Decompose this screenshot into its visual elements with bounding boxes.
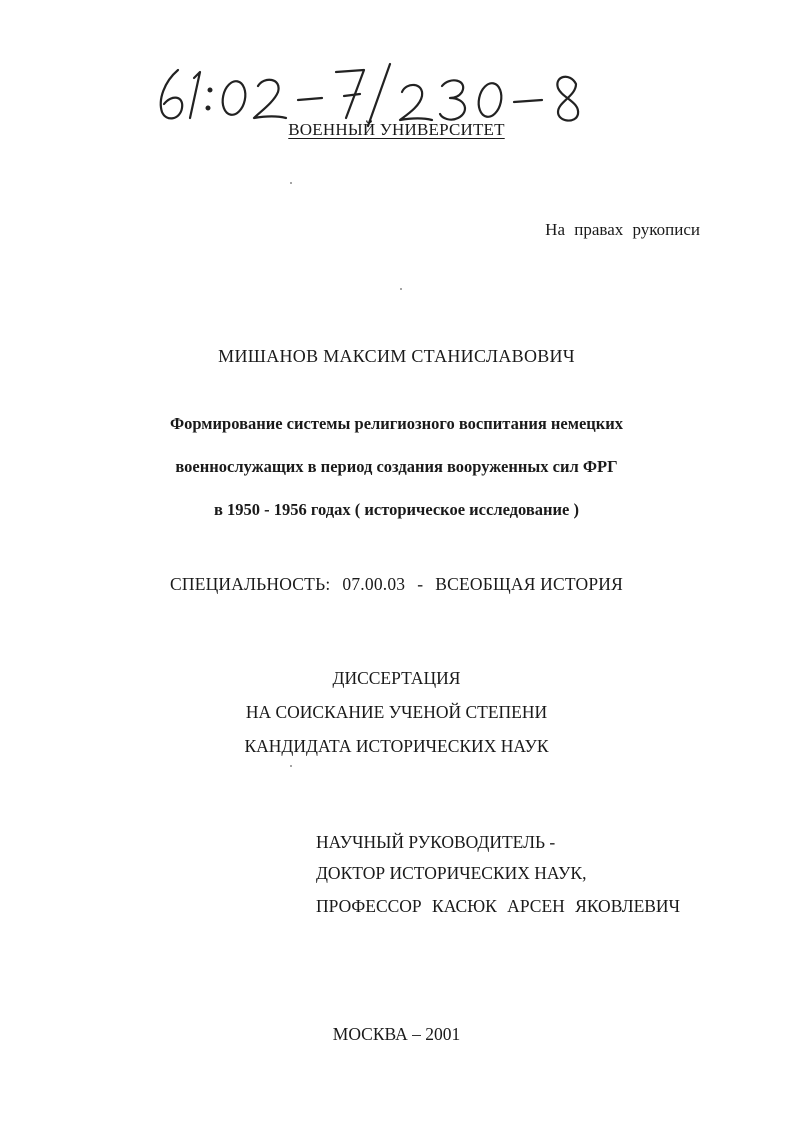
- dissertation-title-line-3: в 1950 - 1956 годах ( историческое исследование ): [214, 500, 579, 519]
- university-name: ВОЕННЫЙ УНИВЕРСИТЕТ: [288, 120, 505, 139]
- dissertation-type-line-2: НА СОИСКАНИЕ УЧЕНОЙ СТЕПЕНИ: [245, 702, 548, 722]
- specialty-line: [0, 574, 793, 595]
- dissertation-title-line-1: Формирование системы религиозного воспитания немецких: [169, 414, 624, 433]
- specialty-name: ВСЕОБЩАЯ ИСТОРИЯ: [435, 574, 623, 594]
- scan-speck: [400, 288, 402, 290]
- city-and-year: МОСКВА – 2001: [332, 1024, 461, 1044]
- manuscript-rights-note: На правах рукописи: [545, 220, 700, 239]
- dissertation-type-line-1: ДИССЕРТАЦИЯ: [332, 668, 461, 688]
- supervisor-line-3: ПРОФЕССОР КАСЮК АРСЕН ЯКОВЛЕВИЧ: [316, 896, 680, 916]
- supervisor-line-2: ДОКТОР ИСТОРИЧЕСКИХ НАУК,: [316, 863, 587, 883]
- supervisor-line-1: НАУЧНЫЙ РУКОВОДИТЕЛЬ -: [316, 832, 556, 852]
- scan-speck: [290, 182, 292, 184]
- handwritten-archive-code: [150, 56, 600, 128]
- specialty-label: СПЕЦИАЛЬНОСТЬ:: [169, 574, 331, 594]
- dissertation-title-line-2: военнослужащих в период создания вооруженных сил ФРГ: [175, 457, 618, 476]
- scan-speck: [290, 765, 292, 767]
- dissertation-type-line-3: КАНДИДАТА ИСТОРИЧЕСКИХ НАУК: [244, 736, 549, 756]
- specialty-dash: -: [417, 574, 424, 594]
- specialty-code: 07.00.03: [342, 574, 406, 594]
- author-name: МИШАНОВ МАКСИМ СТАНИСЛАВОВИЧ: [218, 346, 575, 366]
